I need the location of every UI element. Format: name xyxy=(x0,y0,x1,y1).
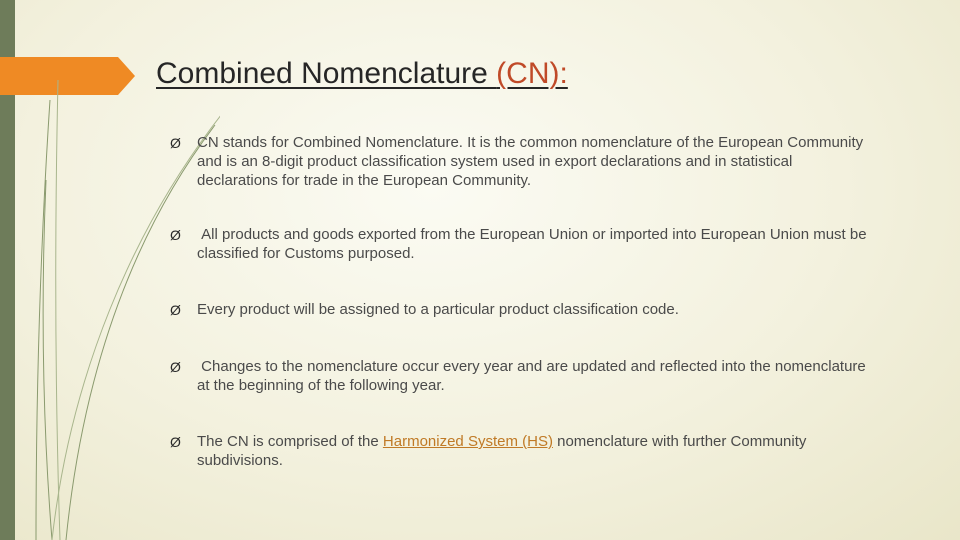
bullet-text-after: nomenclature with further Community subdivisions. xyxy=(197,433,811,469)
arrow-bullet-icon: Ø xyxy=(170,302,181,318)
bullet-text: CN stands for Combined Nomenclature. It is the common nomenclature of the European Community and is an 8-digit product classification system used in export declarations and in statistical declarations for trade in the European Community. xyxy=(197,134,864,189)
arrow-bullet-icon: Ø xyxy=(170,359,181,375)
list-item xyxy=(170,300,870,319)
bullet-text xyxy=(197,432,870,470)
title-accent: (CN): xyxy=(496,57,568,90)
bullet-text: All products and goods exported from the European Union or imported into European Union must be classified for Customs purposed. xyxy=(197,226,871,262)
list-item xyxy=(170,357,870,395)
list-item xyxy=(170,225,870,263)
list-item xyxy=(170,133,870,190)
bullet-text: Changes to the nomenclature occur every year and are updated and reflected into the nomenclature at the beginning of the following year. xyxy=(197,358,870,394)
arrow-bullet-icon: Ø xyxy=(170,434,181,450)
arrow-bullet-icon: Ø xyxy=(170,227,181,243)
title-main: Combined Nomenclature xyxy=(156,57,497,90)
list-item xyxy=(170,432,870,470)
bullet-text-before: The CN is comprised of the xyxy=(197,433,383,450)
slide-title xyxy=(156,57,568,91)
arrow-bullet-icon: Ø xyxy=(170,135,181,151)
bullet-text: Every product will be assigned to a particular product classification code. xyxy=(197,301,679,318)
hs-link[interactable]: Harmonized System (HS) xyxy=(382,433,553,450)
